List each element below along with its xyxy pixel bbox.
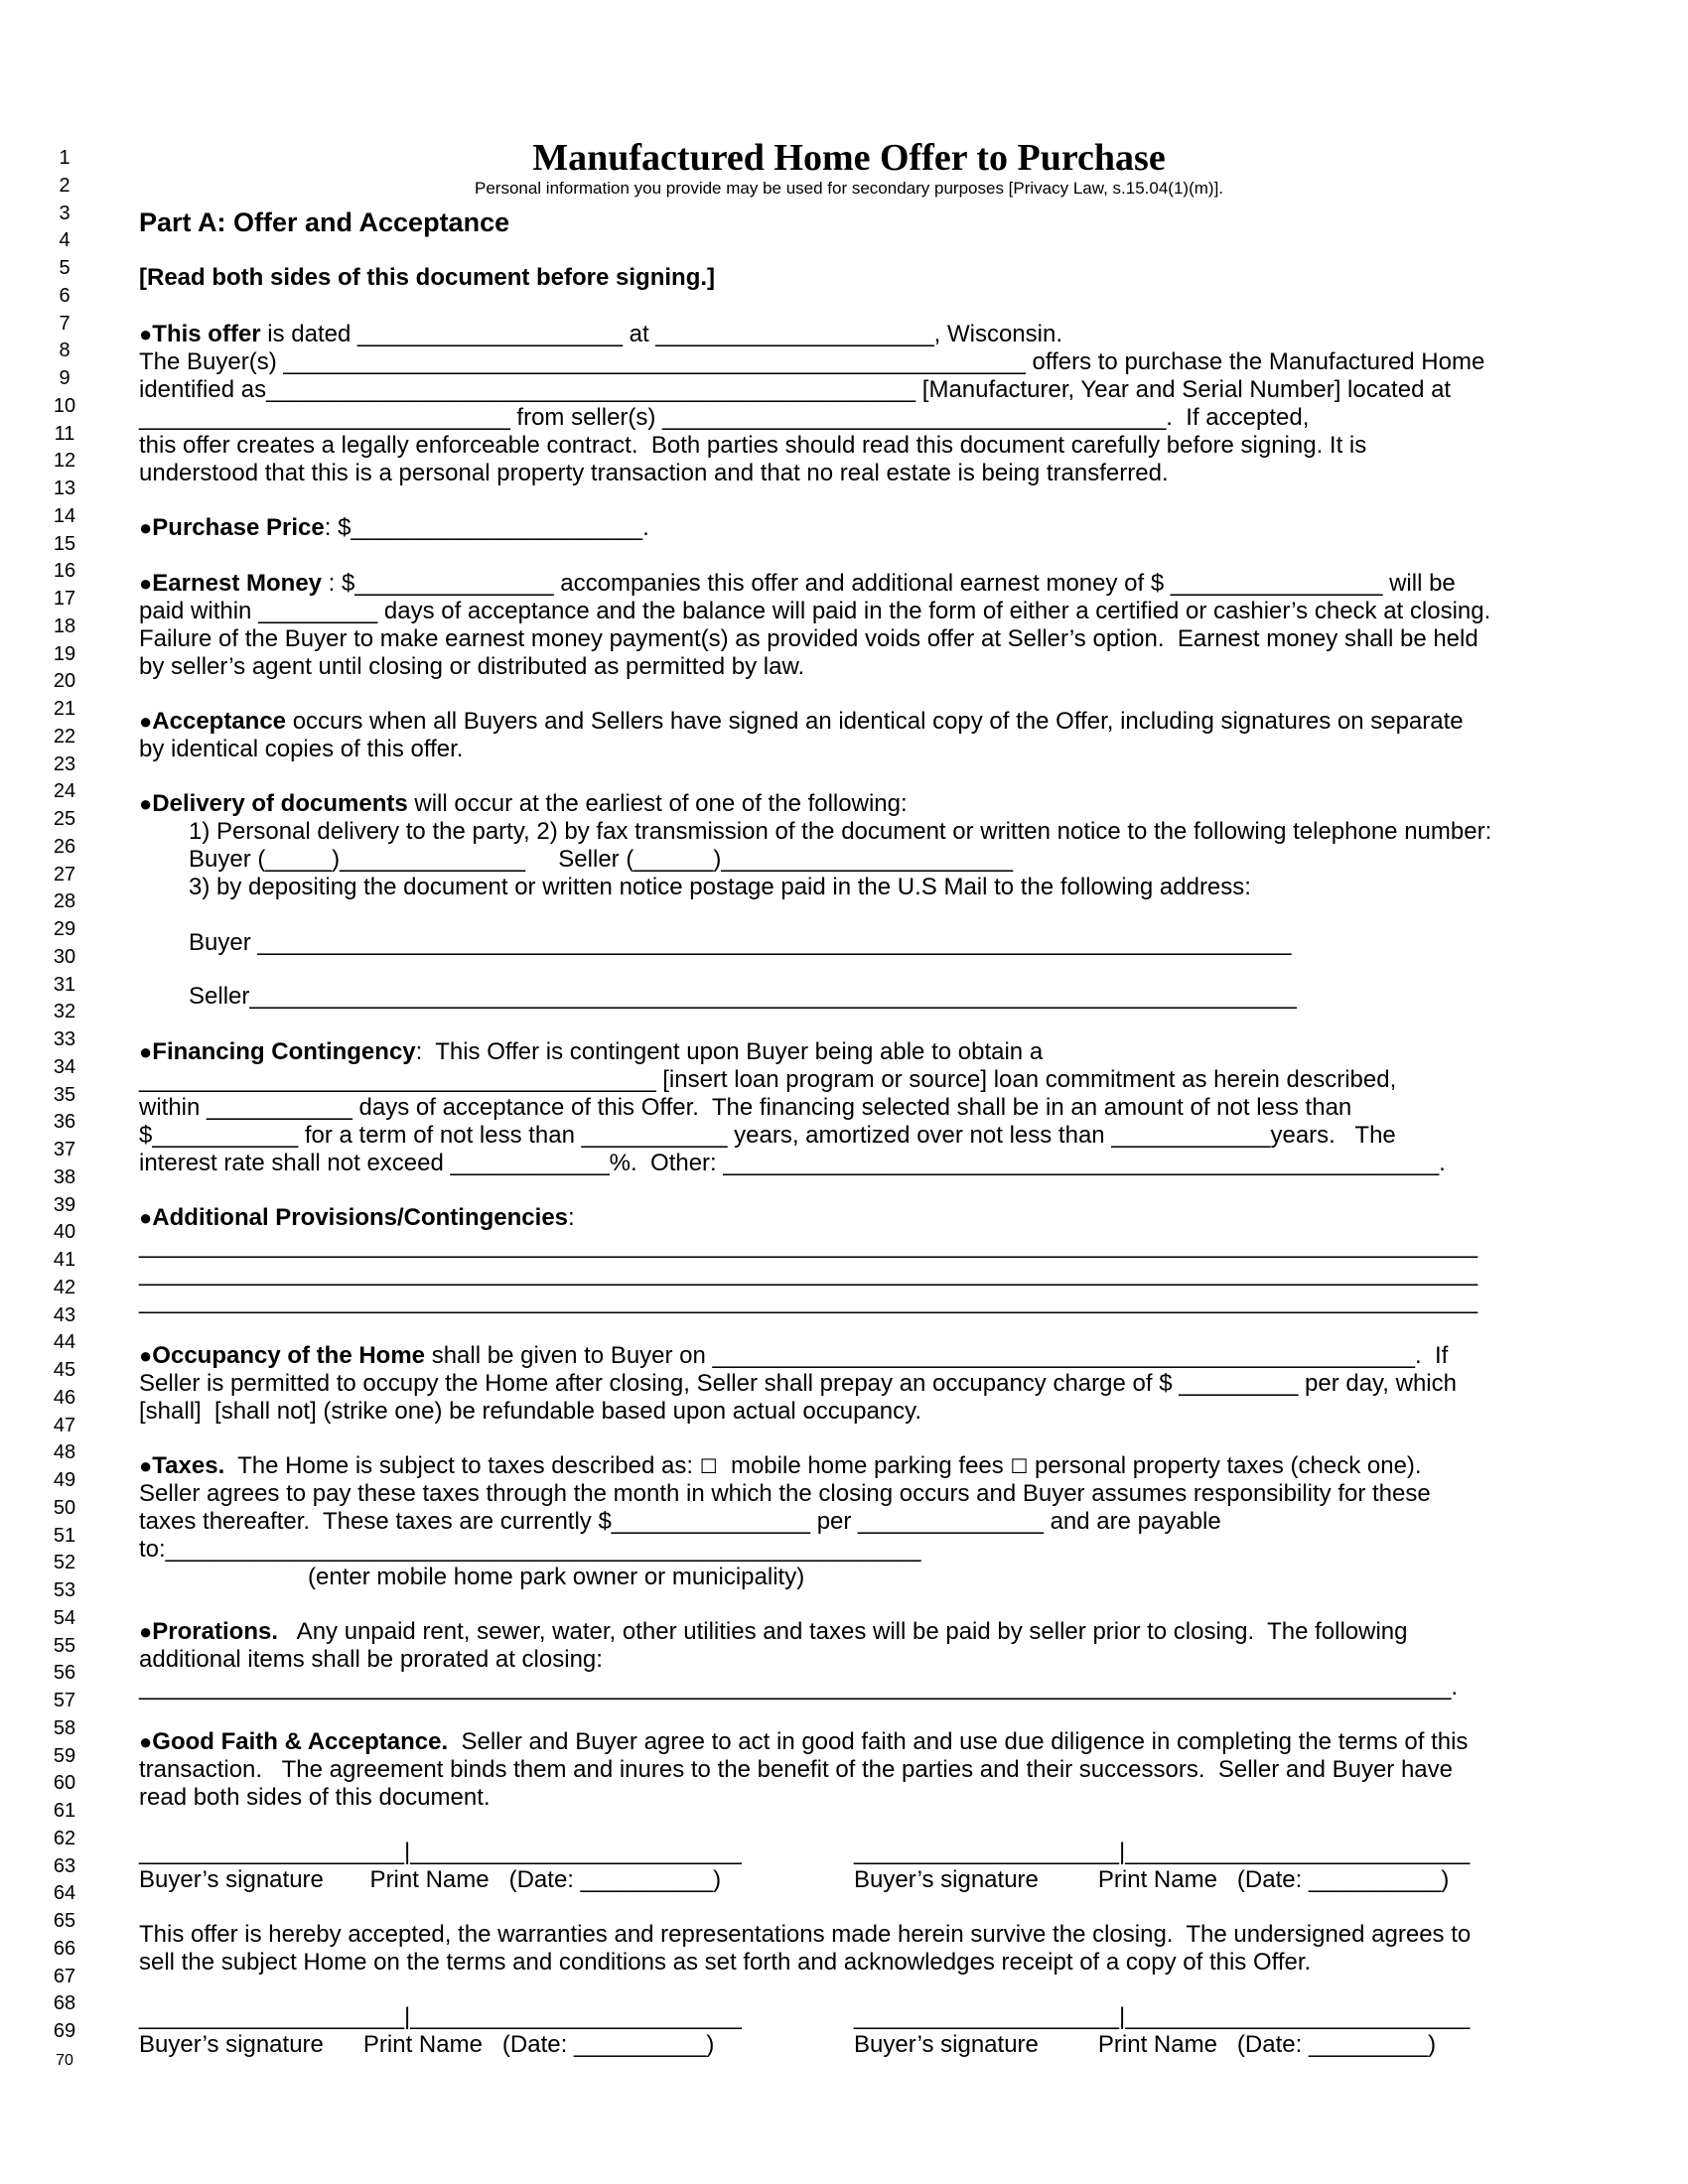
line-number: 65 <box>53 1910 76 1932</box>
line-number: 54 <box>53 1606 76 1629</box>
line-number: 23 <box>53 752 76 775</box>
line-number: 45 <box>53 1359 76 1381</box>
line-number: 25 <box>53 808 76 830</box>
line-number: 51 <box>53 1524 76 1547</box>
offer-dated-line <box>139 321 1062 348</box>
line-number: 14 <box>53 504 76 527</box>
prorations-label: Prorations. <box>152 1618 278 1645</box>
earnest-money-line <box>139 570 1456 598</box>
earnest-money-line-2: paid within _________ days of acceptance and the balance will paid in the form of either a certified or cashier’s check at closing. <box>139 598 1491 624</box>
signature-caption-left-2: Buyer’s signature Print Name (Date: __________) <box>139 2031 715 2058</box>
acceptance-line <box>139 708 1464 736</box>
line-number: 8 <box>59 340 70 362</box>
line-number: 47 <box>53 1414 76 1436</box>
additional-colon: : <box>568 1204 575 1231</box>
line-number: 58 <box>53 1716 76 1739</box>
financing-line-3: within ___________ days of acceptance of this Offer. The financing selected shall be in an amount of not less than <box>139 1094 1352 1121</box>
taxes-line-2: Seller agrees to pay these taxes through the month in which the closing occurs and Buyer assumes responsibility for these <box>139 1480 1431 1507</box>
line-number: 53 <box>53 1579 76 1601</box>
line-number: 36 <box>53 1111 76 1134</box>
line-number: 19 <box>53 642 76 665</box>
line-number: 59 <box>53 1744 76 1767</box>
privacy-notice: Personal information you provide may be used for secondary purposes [Privacy Law, s.15.04(1)(m)]. <box>474 179 1224 198</box>
bullet-icon: ● <box>139 322 153 346</box>
line-number: 61 <box>53 1800 76 1822</box>
line-number: 21 <box>53 698 76 720</box>
prorations-blank: ___________________________________________________________________________________________________. <box>139 1674 1459 1701</box>
bullet-icon: ● <box>139 1453 153 1478</box>
offer-seller-line: ____________________________ from seller(s) ______________________________________. If accepted, <box>139 404 1310 431</box>
prorations-line <box>139 1618 1408 1646</box>
line-number: 7 <box>59 312 70 335</box>
occupancy-line-3: [shall] [shall not] (strike one) be refundable based upon actual occupancy. <box>139 1398 922 1425</box>
financing-line <box>139 1038 1043 1066</box>
bullet-icon: ● <box>139 791 153 816</box>
taxes-payable-hint: (enter mobile home park owner or municipality) <box>308 1564 805 1590</box>
line-number: 50 <box>53 1496 76 1519</box>
line-number: 26 <box>53 835 76 858</box>
taxes-label: Taxes. <box>152 1452 225 1479</box>
prorations-text: Any unpaid rent, sewer, water, other utilities and taxes will be paid by seller prior to closing. The following <box>278 1618 1408 1645</box>
line-number: 1 <box>59 147 70 169</box>
earnest-money-line-4: by seller’s agent until closing or distributed as permitted by law. <box>139 653 805 680</box>
line-number: 18 <box>53 614 76 637</box>
line-number: 48 <box>53 1441 76 1464</box>
line-number: 12 <box>53 450 76 473</box>
delivery-seller-address: Seller_______________________________________________________________________________ <box>189 983 1297 1010</box>
line-number: 38 <box>53 1165 76 1188</box>
line-number: 52 <box>53 1552 76 1574</box>
occupancy-line-2: Seller is permitted to occupy the Home after closing, Seller shall prepay an occupancy charge of $ _________ per day, which <box>139 1370 1457 1397</box>
good-faith-label: Good Faith & Acceptance. <box>152 1728 449 1755</box>
line-number: 33 <box>53 1028 76 1050</box>
additional-blank-2: _____________________________________________________________________________________________________ <box>139 1260 1478 1287</box>
signature-line-right-2[interactable]: ____________________|__________________________ <box>854 2003 1471 2030</box>
delivery-text: will occur at the earliest of one of the following: <box>407 790 908 817</box>
bullet-icon: ● <box>139 1205 153 1230</box>
delivery-line <box>139 790 908 818</box>
acceptance-line-2: by identical copies of this offer. <box>139 736 464 762</box>
line-number: 40 <box>53 1221 76 1244</box>
taxes-line-3: taxes thereafter. These taxes are currently $_______________ per ______________ and are payable <box>139 1508 1221 1535</box>
line-number: 43 <box>53 1303 76 1326</box>
read-both-sides-note: [Read both sides of this document before signing.] <box>139 264 716 291</box>
line-number: 5 <box>59 257 70 279</box>
delivery-option-3: 3) by depositing the document or written notice postage paid in the U.S Mail to the following address: <box>189 874 1251 900</box>
good-faith-line-2: transaction. The agreement binds them and inures to the benefit of the parties and their successors. Seller and Buyer have <box>139 1756 1453 1783</box>
line-number: 67 <box>53 1965 76 1987</box>
line-number: 30 <box>53 945 76 968</box>
offer-buyer-line: The Buyer(s) ________________________________________________________ offers to purchase the Manufactured Home <box>139 348 1485 375</box>
purchase-price-line <box>139 514 649 542</box>
line-number: 31 <box>53 973 76 996</box>
offer-label: This offer <box>152 321 261 347</box>
line-number: 57 <box>53 1690 76 1711</box>
signature-line-left-1[interactable]: ____________________|_________________________ <box>139 1839 742 1865</box>
financing-line-2: _______________________________________ [insert loan program or source] loan commitment as herein described, <box>139 1066 1397 1093</box>
parking-fees-label: mobile home parking fees <box>717 1452 1011 1479</box>
bullet-icon: ● <box>139 1729 153 1754</box>
good-faith-text: Seller and Buyer agree to act in good faith and use due diligence in completing the terms of this <box>448 1728 1469 1755</box>
bullet-icon: ● <box>139 571 153 596</box>
prorations-line-2: additional items shall be prorated at closing: <box>139 1646 603 1673</box>
additional-provisions-line <box>139 1204 575 1232</box>
line-number: 29 <box>53 918 76 940</box>
occupancy-text: shall be given to Buyer on _____________________________________________________. If <box>425 1342 1449 1369</box>
earnest-money-line-3: Failure of the Buyer to make earnest money payment(s) as provided voids offer at Seller’s option. Earnest money shall be held <box>139 625 1478 652</box>
bullet-icon: ● <box>139 515 153 540</box>
line-number: 27 <box>53 863 76 886</box>
purchase-price-field: : $______________________. <box>324 514 649 541</box>
bullet-icon: ● <box>139 1619 153 1644</box>
purchase-price-label: Purchase Price <box>152 514 325 541</box>
acceptance-statement-line-1: This offer is hereby accepted, the warranties and representations made herein survive the closing. The undersigned agrees to <box>139 1921 1472 1948</box>
financing-label: Financing Contingency <box>152 1038 416 1065</box>
signature-line-left-2[interactable]: ____________________|_________________________ <box>139 2003 742 2030</box>
line-number: 11 <box>54 422 75 445</box>
line-number: 17 <box>53 588 76 610</box>
financing-line-5: interest rate shall not exceed ____________%. Other: ______________________________________________________. <box>139 1150 1446 1176</box>
line-number: 3 <box>59 202 70 224</box>
earnest-money-text: : $_______________ accompanies this offer and additional earnest money of $ ________________ will be <box>322 570 1456 597</box>
line-number: 60 <box>53 1772 76 1795</box>
line-number: 2 <box>59 174 70 197</box>
acceptance-text: occurs when all Buyers and Sellers have signed an identical copy of the Offer, including signatures on separate <box>286 708 1464 735</box>
line-number: 22 <box>53 725 76 748</box>
delivery-label: Delivery of documents <box>152 790 408 817</box>
line-number: 34 <box>53 1055 76 1078</box>
financing-text: : This Offer is contingent upon Buyer being able to obtain a <box>415 1038 1044 1065</box>
line-number: 20 <box>53 670 76 693</box>
line-number: 62 <box>53 1827 76 1849</box>
line-number: 55 <box>53 1634 76 1657</box>
document-title: Manufactured Home Offer to Purchase <box>532 137 1166 179</box>
line-number: 64 <box>53 1882 76 1905</box>
line-number: 41 <box>53 1249 76 1271</box>
line-number: 44 <box>53 1331 76 1354</box>
occupancy-line <box>139 1342 1448 1370</box>
additional-provisions-label: Additional Provisions/Contingencies <box>152 1204 569 1231</box>
line-number: 24 <box>53 780 76 803</box>
line-number: 63 <box>53 1854 76 1877</box>
line-number: 16 <box>53 560 76 583</box>
line-number: 42 <box>53 1276 76 1298</box>
line-number: 13 <box>53 478 76 499</box>
line-number: 6 <box>59 284 70 307</box>
good-faith-line-3: read both sides of this document. <box>139 1784 491 1811</box>
offer-dated-text: is dated ____________________ at _____________________, Wisconsin. <box>260 321 1063 347</box>
additional-blank-3: _____________________________________________________________________________________________________ <box>139 1288 1478 1314</box>
taxes-payable-to: to:_________________________________________________________ <box>139 1536 921 1563</box>
line-number: 69 <box>53 2020 76 2042</box>
good-faith-line <box>139 1728 1468 1756</box>
offer-contract-line: this offer creates a legally enforceable contract. Both parties should read this document carefully before signing. It is <box>139 432 1367 459</box>
line-number: 66 <box>53 1937 76 1960</box>
delivery-phone-line: Buyer (_____)______________ Seller (______)______________________ <box>189 846 1014 873</box>
signature-caption-right-1: Buyer’s signature Print Name (Date: __________) <box>854 1866 1450 1893</box>
taxes-line <box>139 1452 1422 1481</box>
part-a-heading: Part A: Offer and Acceptance <box>139 207 510 237</box>
signature-line-right-1[interactable]: ____________________|__________________________ <box>854 1839 1471 1865</box>
earnest-money-label: Earnest Money <box>152 570 323 597</box>
line-number: 46 <box>53 1386 76 1409</box>
line-number: 37 <box>53 1139 76 1160</box>
parking-fees-checkbox[interactable]: ☐ <box>699 1456 718 1478</box>
line-number: 68 <box>53 1992 76 2015</box>
line-number: 10 <box>53 394 76 417</box>
line-number: 70 <box>56 2051 73 2069</box>
line-number: 28 <box>53 890 76 913</box>
line-number: 32 <box>53 1001 76 1024</box>
additional-blank-1: _____________________________________________________________________________________________________ <box>139 1232 1478 1259</box>
delivery-buyer-address: Buyer ______________________________________________________________________________ <box>189 929 1292 956</box>
personal-property-checkbox[interactable]: ☐ <box>1010 1456 1029 1478</box>
occupancy-label: Occupancy of the Home <box>152 1342 426 1369</box>
line-number: 4 <box>59 229 70 252</box>
personal-property-label: personal property taxes (check one). <box>1028 1452 1422 1479</box>
bullet-icon: ● <box>139 1039 153 1064</box>
offer-personal-property-line: understood that this is a personal property transaction and that no real estate is being transferred. <box>139 460 1169 486</box>
line-number: 49 <box>53 1469 76 1491</box>
line-number: 15 <box>53 532 76 555</box>
line-number: 56 <box>53 1662 76 1685</box>
financing-line-4: $___________ for a term of not less than ___________ years, amortized over not less than ____________years. The <box>139 1122 1396 1149</box>
line-number: 39 <box>53 1193 76 1216</box>
taxes-text: The Home is subject to taxes described as: <box>224 1452 700 1479</box>
acceptance-statement-line-2: sell the subject Home on the terms and conditions as set forth and acknowledges receipt of a copy of this Offer. <box>139 1949 1312 1976</box>
bullet-icon: ● <box>139 709 153 734</box>
line-number: 35 <box>53 1083 76 1106</box>
signature-caption-left-1: Buyer’s signature Print Name (Date: __________) <box>139 1866 722 1893</box>
signature-caption-right-2: Buyer’s signature Print Name (Date: _________) <box>854 2031 1437 2058</box>
acceptance-label: Acceptance <box>152 708 287 735</box>
bullet-icon: ● <box>139 1343 153 1368</box>
line-number: 9 <box>59 367 70 389</box>
delivery-option-1: 1) Personal delivery to the party, 2) by fax transmission of the document or written notice to the following telephone number: <box>189 818 1492 845</box>
offer-identified-line: identified as_________________________________________________ [Manufacturer, Year and Serial Number] located at <box>139 376 1452 403</box>
